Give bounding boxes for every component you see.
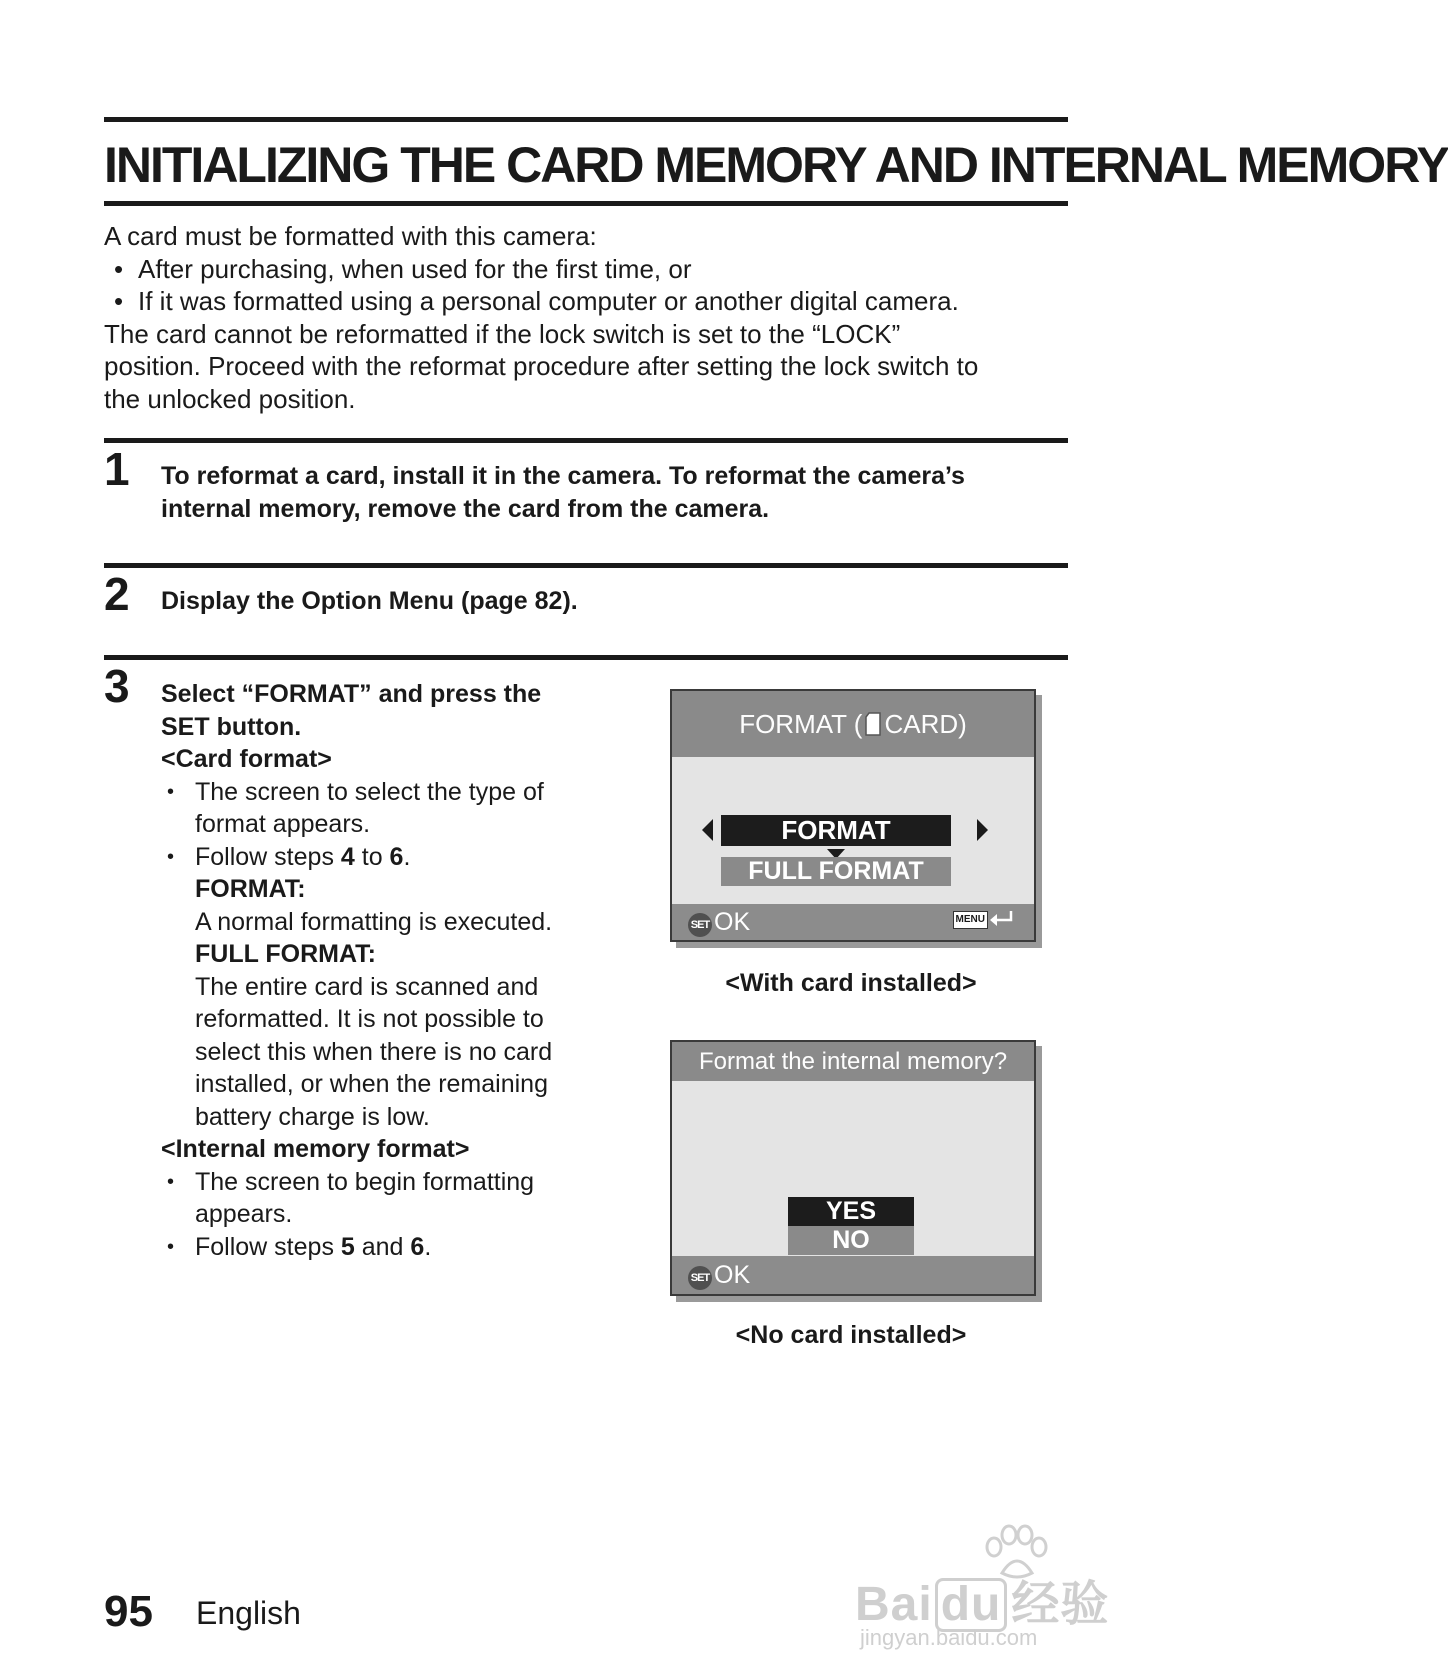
step-1-text: [161, 460, 965, 525]
card-format-heading: <Card format>: [161, 745, 332, 773]
set-ok-hint: [688, 1256, 750, 1294]
watermark-brand: [855, 1565, 1109, 1634]
step-1-line: To reformat a card, install it in the camera. To reformat the camera’s: [161, 462, 965, 490]
title-rule-top: [104, 117, 1068, 122]
caption-with-card: <With card installed>: [725, 969, 977, 997]
format-desc: A normal formatting is executed.: [195, 907, 553, 936]
option-no[interactable]: NO: [788, 1226, 914, 1255]
text-run: .: [424, 1232, 432, 1261]
screen-title: [672, 691, 1034, 757]
full-format-desc: reformatted. It is not possible to: [195, 1005, 544, 1033]
screen-title: Format the internal memory?: [672, 1042, 1034, 1081]
list-item-cont: format appears.: [195, 810, 371, 838]
set-button-icon: SET: [688, 1266, 712, 1290]
intro-paragraph: [104, 220, 1094, 415]
caption-no-card: <No card installed>: [735, 1321, 967, 1349]
screen-bottom-bar: [672, 1256, 1034, 1294]
menu-back-hint: [953, 904, 1014, 941]
intro-bullet: • If it was formatted using a personal computer or another digital camera.: [104, 285, 1094, 318]
step-ref: 4: [340, 842, 355, 871]
full-format-desc: The entire card is scanned and: [195, 972, 539, 1001]
screen-title-right: CARD): [884, 709, 967, 739]
option-full-format[interactable]: FULL FORMAT: [721, 857, 951, 886]
ok-label: OK: [714, 908, 751, 936]
menu-button-icon: MENU: [953, 911, 988, 929]
intro-line: the unlocked position.: [104, 383, 356, 414]
screen-bottom-bar: [672, 904, 1034, 940]
title-rule-bottom: [104, 201, 1068, 206]
page-title: INITIALIZING THE CARD MEMORY AND INTERNAL MEMORY: [104, 137, 1448, 193]
intro-line: The card cannot be reformatted if the lock switch is set to the “LOCK”: [104, 318, 901, 349]
step-3-body: [161, 678, 631, 1263]
list-item: [161, 841, 631, 874]
step-1-number: 1: [104, 443, 130, 495]
list-item: • The screen to begin formatting: [161, 1166, 631, 1199]
step-1-line: internal memory, remove the card from the camera.: [161, 494, 770, 523]
format-card-screen: [670, 689, 1036, 942]
step-3-rule: [104, 655, 1068, 660]
intro-bullet: • After purchasing, when used for the first time, or: [104, 253, 1094, 286]
step-2-rule: [104, 563, 1068, 568]
intro-line: position. Proceed with the reformat procedure after setting the lock switch to: [104, 351, 979, 381]
set-ok-hint: [688, 904, 750, 940]
format-internal-screen: [670, 1040, 1036, 1296]
step-3-heading: Select “FORMAT” and press the: [161, 680, 542, 708]
step-3-number: 3: [104, 660, 130, 712]
watermark-suffix: 经验: [1011, 1578, 1110, 1631]
baidu-watermark: [855, 1525, 1135, 1650]
internal-format-heading: <Internal memory format>: [161, 1135, 470, 1163]
right-arrow-icon[interactable]: [976, 819, 988, 846]
watermark-bai: Bai: [855, 1578, 933, 1631]
step-ref: 6: [410, 1232, 425, 1261]
screen-title-left: FORMAT (: [739, 709, 863, 739]
sd-card-icon: [864, 694, 882, 760]
full-format-desc: battery charge is low.: [195, 1102, 430, 1131]
text-run: Follow steps: [195, 1232, 341, 1261]
intro-line: A card must be formatted with this camera:: [104, 221, 597, 251]
format-label: FORMAT:: [195, 875, 306, 903]
text-run: .: [403, 842, 411, 871]
page-number: 95: [104, 1587, 153, 1636]
full-format-desc: select this when there is no card: [195, 1037, 553, 1066]
full-format-label: FULL FORMAT:: [195, 940, 376, 968]
list-item-cont: appears.: [195, 1200, 293, 1228]
set-button-icon: SET: [688, 913, 712, 937]
step-2-text: [161, 585, 578, 618]
option-format[interactable]: FORMAT: [721, 815, 951, 846]
watermark-url: jingyan.baidu.com: [860, 1625, 1038, 1650]
list-item: • The screen to select the type of: [161, 776, 631, 809]
step-ref: 5: [340, 1232, 355, 1261]
page-language: English: [196, 1595, 301, 1631]
left-arrow-icon[interactable]: [702, 819, 714, 846]
list-item: [161, 1231, 631, 1264]
text-run: to: [354, 842, 390, 871]
full-format-desc: installed, or when the remaining: [195, 1070, 548, 1098]
option-yes[interactable]: YES: [788, 1197, 914, 1226]
ok-label: OK: [714, 1261, 751, 1289]
step-2-line: Display the Option Menu (page 82).: [161, 587, 578, 615]
text-run: Follow steps: [195, 842, 341, 871]
text-run: and: [354, 1232, 411, 1261]
step-3-heading: SET button.: [161, 712, 302, 741]
step-2-number: 2: [104, 568, 130, 620]
step-ref: 6: [389, 842, 404, 871]
watermark-du: du: [935, 1578, 1008, 1632]
back-icon: [990, 905, 1014, 941]
step-1-rule: [104, 438, 1068, 443]
